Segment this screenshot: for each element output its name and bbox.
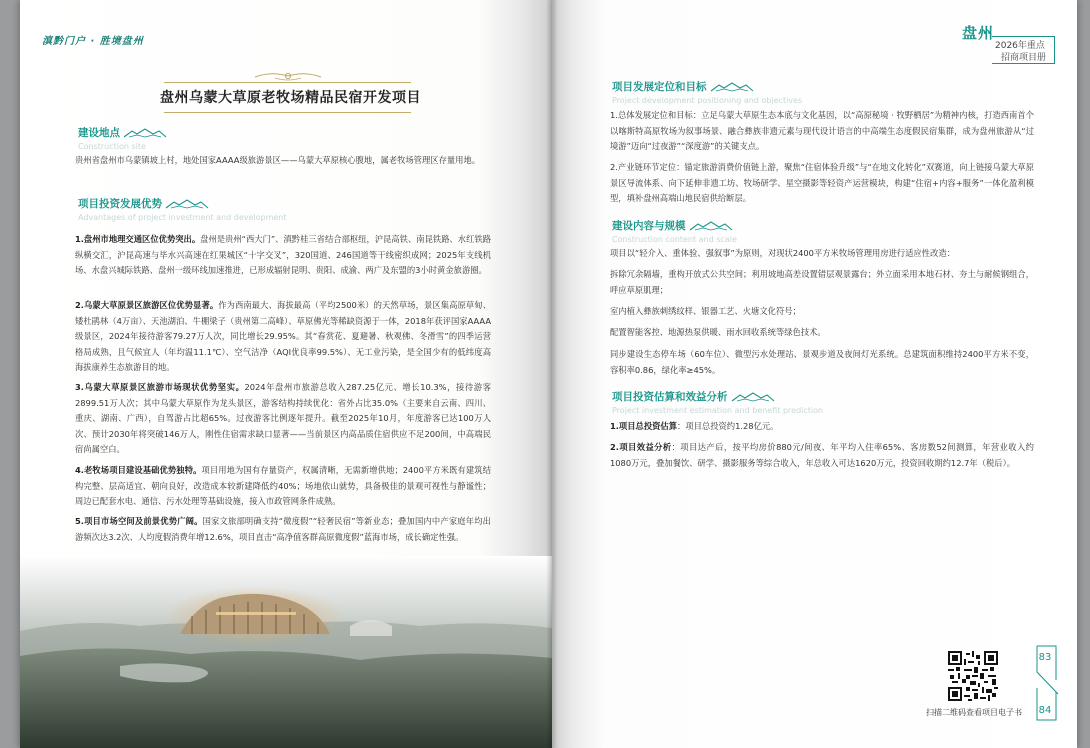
mountain-icon [710,82,754,92]
section-positioning-subtitle: Project development positioning and objectives [612,96,803,105]
section-advantages-subtitle: Advantages of project investment and development [78,213,287,222]
section-investment-subtitle: Project investment estimation and benefit prediction [612,406,824,415]
section-advantages [78,193,287,222]
section-location [78,122,167,151]
resort-photo [20,556,552,748]
mountain-icon [123,128,167,138]
qr-code[interactable] [948,651,998,701]
logo-year: 2026年重点 [995,41,1045,51]
positioning-item: 1.总体发展定位和目标：立足乌蒙大草原生态本底与文化基因，以“高原秘境 · 牧野栖居”为精神内核，打造西南首个以喀斯特高原牧场为叙事场景、融合彝族非遗元素与现代设计语言的中高端生态度假民宿集群，成为盘州旅游从“过境游”迈向“过夜游”“深度游”的关键支点。 [610,110,1034,152]
title-block [160,70,421,113]
section-investment [612,386,823,415]
scope-item: 拆除冗余隔墙，重构开放式公共空间；利用坡地高差设置错层观景露台；外立面采用本地石材、夯土与耐候钢组合，呼应草原肌理； [610,269,1034,295]
left-page [20,0,552,748]
mountain-icon [689,221,733,231]
scope-item: 项目以“轻介入、重体验、强叙事”为原则，对现状2400平方米牧场管理用房进行适应性改造： [610,248,955,258]
slogan: 滇黔门户 · 胜境盘州 [42,36,144,47]
logo-book: 招商项目册 [1001,53,1047,63]
section-investment-title: 项目投资估算和效益分析 [612,391,728,403]
title-rule-bottom [164,112,411,113]
advantage-item: 2.乌蒙大草原景区旅游区位优势显著。作为西南最大、海拔最高（平均2500米）的天然草场，景区集高原草甸、矮杜鹃林（4万亩）、天池湖泊、牛棚梁子（贵州第二高峰）、草原佛光等稀缺资源于一体，2018年获评国家AAAA级景区，2024年接待游客79.27万人次，同比增长29.95%。其“春赏花、夏避暑、秋观佛、冬滑雪”的四季运营格局成熟，且气候宜人（年均温11.1℃）、空气洁净（AQI优良率99.5%）、无工业污染，是全国少有的低纬度高海拔康养生态旅游目的地。 [75,300,491,373]
investment-item: 2.项目效益分析：项目达产后，按平均房价880元/间夜、年平均入住率65%、客房数52间测算，年营业收入约1080万元，叠加餐饮、研学、摄影服务等综合收入，年总收入可达1620万元，投资回收期约12.7年（税后）。 [610,442,1034,468]
mountain-icon [165,199,209,209]
section-positioning [612,76,802,105]
section-scope-subtitle: Construction content and scale [612,235,737,244]
advantage-item: 1.盘州市地理交通区位优势突出。盘州是贵州“西大门”、滇黔桂三省结合部枢纽，沪昆高铁、南昆铁路、水红铁路纵横交汇，沪昆高速与毕水兴高速在红果城区“十字交叉”，320国道、246国道等干线密织成网；2025年支线机场、水盘兴城际铁路、盘州一级环线加速推进，已形成辐射昆明、贵阳、成渝、两广及东盟的3小时黄金旅游圈。 [75,234,491,276]
section-location-subtitle: Construction site [78,142,146,151]
logo-brand: 盘州 [962,24,995,42]
brand-logo [957,22,1055,66]
scope-item: 配置智能客控、地源热泵供暖、雨水回收系统等绿色技术。 [610,327,826,337]
section-location-title: 建设地点 [78,127,120,139]
mountain-icon [731,392,775,402]
page-number-right: 84 [1038,705,1052,716]
section-advantages-title: 项目投资发展优势 [78,198,162,210]
ornament-icon [253,70,323,82]
location-text: 贵州省盘州市乌蒙镇坡上村，地处国家AAAA级旅游景区——乌蒙大草原核心腹地，属老牧场管理区存量用地。 [75,155,481,165]
scope-item: 同步建设生态停车场（60车位）、微型污水处理站、景观步道及夜间灯光系统。总建筑面积维持2400平方米不变，容积率0.86，绿化率≥45%。 [610,349,1034,375]
right-page [552,0,1077,748]
page-number-left: 83 [1038,652,1052,663]
section-positioning-title: 项目发展定位和目标 [612,81,707,93]
advantage-item: 4.老牧场项目建设基础优势独特。项目用地为国有存量资产，权属清晰，无需新增供地；2400平方米既有建筑结构完整、层高适宜、朝向良好，改造成本较新建降低约40%；场地依山就势，具备极佳的景观可视性与静谧性；周边已配套水电、通信、污水处理等基础设施，接入市政管网条件成熟。 [75,465,491,507]
positioning-item: 2.产业链环节定位：锚定旅游消费价值链上游，聚焦“住宿体验升级”与“在地文化转化”双赛道，向上链接乌蒙大草原景区导流体系、向下延伸非遗工坊、牧场研学、星空摄影等轻资产运营模块，构建“住宿+内容+服务”一体化盈利模型，填补盘州高端山地民宿供给断层。 [610,162,1034,204]
advantage-item: 3.乌蒙大草原景区旅游市场现状优势坚实。2024年盘州市旅游总收入287.25亿元、增长10.3%，接待游客2899.51万人次；其中乌蒙大草原作为龙头景区，游客结构持续优化：省外占比35.0%（主要来自云南、四川、重庆、湖南、广西），自驾游占比超65%。过夜游客比例逐年提升。截至2025年10月，年度游客已达100万人次、预计2030年将突破146万人，刚性住宿需求缺口显著——当前景区内高品质住宿供应不足200间，中高端民宿尚属空白。 [75,382,491,455]
section-scope-title: 建设内容与规模 [612,220,686,232]
investment-item: 1.项目总投资估算：项目总投资约1.28亿元。 [610,421,779,431]
section-scope [612,215,737,244]
qr-caption: 扫描二维码查看项目电子书 [926,708,1022,717]
advantage-item: 5.项目市场空间及前景优势广阔。国家文旅部明确支持“微度假”“轻奢民宿”等新业态；叠加国内中产家庭年均出游频次达3.2次、人均度假消费年增12.6%，项目直击“高净值客群高原微度假”蓝海市场，成长确定性强。 [75,516,491,542]
book-spine [546,0,558,748]
scope-item: 室内植入彝族刺绣纹样、银器工艺、火塘文化符号； [610,306,801,316]
page-title: 盘州乌蒙大草原老牧场精品民宿开发项目 [160,90,421,106]
